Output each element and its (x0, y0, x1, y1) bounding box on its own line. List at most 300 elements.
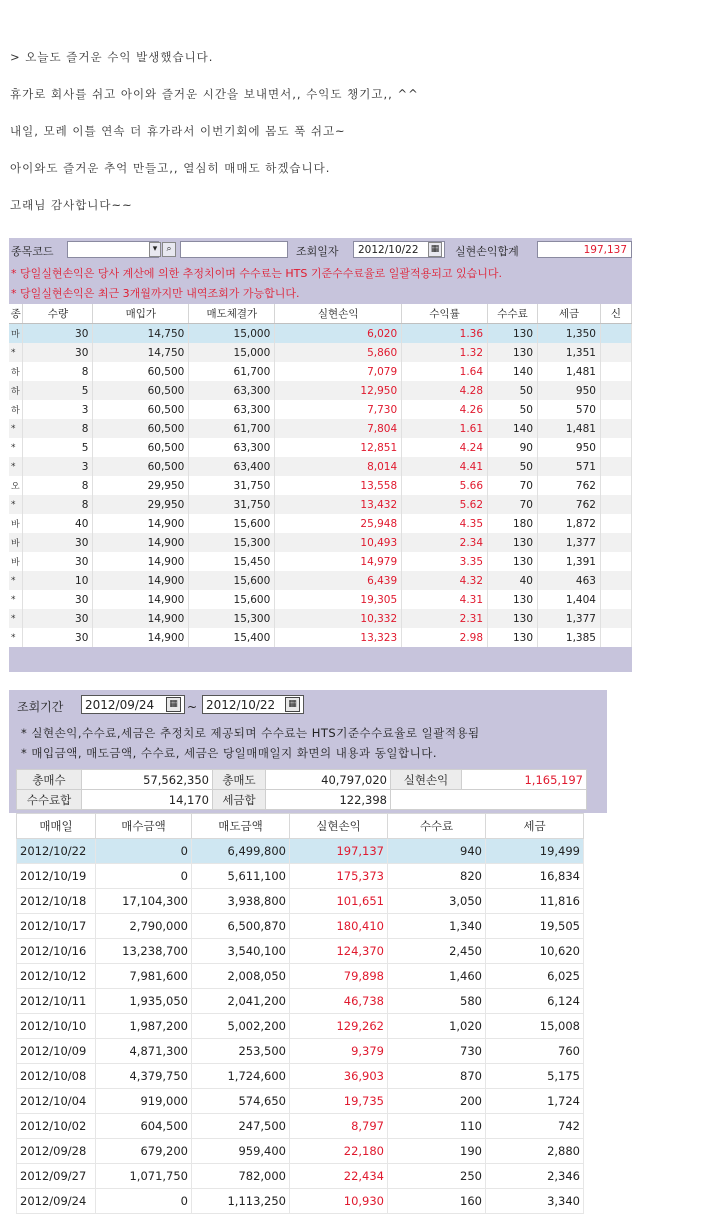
table-cell: 110 (388, 1114, 486, 1139)
table-cell: 46,738 (290, 989, 388, 1014)
table-cell: 2012/10/12 (17, 964, 96, 989)
table-cell: 2.98 (402, 628, 488, 647)
table-cell: 3 (23, 400, 93, 419)
table-cell: 14,900 (93, 571, 189, 590)
table-cell: 8,797 (290, 1114, 388, 1139)
table-cell: 679,200 (96, 1139, 192, 1164)
from-date-input[interactable]: 2012/09/24 (81, 695, 185, 714)
table-cell: 4.31 (402, 590, 488, 609)
post-line: > 오늘도 즐거운 수익 발생했습니다. (10, 50, 214, 64)
table-cell: 2,450 (388, 939, 486, 964)
table-cell: 2012/10/19 (17, 864, 96, 889)
table-cell: 90 (488, 438, 538, 457)
table-row[interactable] (9, 533, 632, 552)
table-cell (600, 590, 631, 609)
summary-table (16, 769, 587, 810)
table-row[interactable] (9, 476, 632, 495)
table-cell: 1,404 (538, 590, 601, 609)
col-header[interactable]: 실현손익 (290, 814, 388, 839)
table-cell: * (9, 609, 23, 628)
daily-realized-pnl-panel (9, 238, 632, 672)
table-cell: 1,987,200 (96, 1014, 192, 1039)
table-cell: 6,499,800 (192, 839, 290, 864)
panel1-notes (11, 264, 502, 304)
total-sell-label: 총매도 (213, 770, 266, 790)
table-cell (600, 571, 631, 590)
post-line: 내일, 모레 이틀 연속 더 휴가라서 이번기회에 몸도 푹 쉬고~ (10, 124, 346, 138)
table-cell: 2012/09/24 (17, 1189, 96, 1214)
search-icon[interactable]: ⌕ (162, 242, 176, 257)
table-row[interactable] (17, 1039, 584, 1064)
table-cell: 197,137 (290, 839, 388, 864)
col-header[interactable]: 수수료 (488, 304, 538, 324)
table-cell: 4.32 (402, 571, 488, 590)
post-line: 아이와도 즐거운 추억 만들고,, 열심히 매매도 하겠습니다. (10, 161, 331, 175)
table-cell: 9,379 (290, 1039, 388, 1064)
note-line: * 당일실현손익은 최근 3개월까지만 내역조회가 가능합니다. (11, 287, 300, 300)
table-row[interactable] (17, 964, 584, 989)
table-cell: 1,071,750 (96, 1164, 192, 1189)
table-cell: 11,816 (486, 889, 584, 914)
table-cell: 2012/10/09 (17, 1039, 96, 1064)
calendar-icon[interactable]: ▦ (166, 697, 181, 712)
table-cell: 4,379,750 (96, 1064, 192, 1089)
fee-sum-value: 14,170 (82, 790, 213, 810)
table-cell: 60,500 (93, 419, 189, 438)
table-row[interactable] (9, 343, 632, 362)
table-cell: 1,391 (538, 552, 601, 571)
grid-header-row (17, 814, 584, 839)
table-row[interactable] (17, 864, 584, 889)
table-cell: 5 (23, 381, 93, 400)
total-buy-value: 57,562,350 (82, 770, 213, 790)
table-cell: 5,175 (486, 1064, 584, 1089)
table-row[interactable] (9, 324, 632, 344)
table-cell: 30 (23, 609, 93, 628)
fee-sum-label: 수수료합 (17, 790, 82, 810)
table-cell: 30 (23, 533, 93, 552)
table-cell: 1,113,250 (192, 1189, 290, 1214)
table-cell: 570 (538, 400, 601, 419)
table-cell: 247,500 (192, 1114, 290, 1139)
table-cell: 571 (538, 457, 601, 476)
table-cell: * (9, 438, 23, 457)
table-cell: 10,332 (275, 609, 402, 628)
table-cell: 15,300 (189, 609, 275, 628)
post-text (10, 48, 419, 233)
table-row[interactable] (9, 419, 632, 438)
table-cell: 160 (388, 1189, 486, 1214)
table-cell: 200 (388, 1089, 486, 1114)
table-cell: 2.31 (402, 609, 488, 628)
table-cell: 36,903 (290, 1064, 388, 1089)
table-cell: 12,851 (275, 438, 402, 457)
table-cell: 1,377 (538, 609, 601, 628)
table-cell: 3,938,800 (192, 889, 290, 914)
table-cell: 8 (23, 362, 93, 381)
table-cell: * (9, 571, 23, 590)
col-header[interactable]: 종 (9, 304, 23, 324)
table-cell: 14,900 (93, 552, 189, 571)
table-cell: 16,834 (486, 864, 584, 889)
table-cell: 3,340 (486, 1189, 584, 1214)
table-cell: 959,400 (192, 1139, 290, 1164)
table-cell: 1,724,600 (192, 1064, 290, 1089)
table-cell: 4.24 (402, 438, 488, 457)
table-row[interactable] (9, 400, 632, 419)
table-cell: 730 (388, 1039, 486, 1064)
post-line: 휴가로 회사를 쉬고 아이와 즐거운 시간을 보내면서,, 수익도 챙기고,, ^^ (10, 87, 419, 101)
table-cell: 0 (96, 864, 192, 889)
table-row[interactable] (9, 438, 632, 457)
table-cell: 2,346 (486, 1164, 584, 1189)
query-date-label: 조회일자 (296, 245, 339, 258)
realized-pnl-grid (9, 304, 632, 647)
table-cell: 30 (23, 343, 93, 362)
table-cell: 5.66 (402, 476, 488, 495)
table-cell: 14,979 (275, 552, 402, 571)
table-row[interactable] (17, 1089, 584, 1114)
table-cell: 15,400 (189, 628, 275, 647)
table-cell (600, 381, 631, 400)
table-cell: 6,439 (275, 571, 402, 590)
table-cell: 13,432 (275, 495, 402, 514)
col-header[interactable]: 신 (600, 304, 631, 324)
table-cell: 10,493 (275, 533, 402, 552)
period-pnl-grid (16, 813, 584, 1214)
table-cell: 760 (486, 1039, 584, 1064)
table-cell: 820 (388, 864, 486, 889)
table-cell: 하 (9, 381, 23, 400)
table-cell: 253,500 (192, 1039, 290, 1064)
table-row[interactable] (9, 628, 632, 647)
table-cell: 63,400 (189, 457, 275, 476)
table-cell (600, 457, 631, 476)
period-pnl-panel (9, 690, 607, 1208)
table-row[interactable] (17, 839, 584, 864)
table-cell: 2012/09/28 (17, 1139, 96, 1164)
table-cell: 7,730 (275, 400, 402, 419)
table-cell: 63,300 (189, 400, 275, 419)
table-row[interactable] (17, 1139, 584, 1164)
table-cell: 22,434 (290, 1164, 388, 1189)
total-buy-label: 총매수 (17, 770, 82, 790)
table-row[interactable] (17, 1164, 584, 1189)
table-cell: 5,611,100 (192, 864, 290, 889)
table-cell: 17,104,300 (96, 889, 192, 914)
table-cell: 바 (9, 533, 23, 552)
table-cell (600, 609, 631, 628)
table-cell: 2012/10/11 (17, 989, 96, 1014)
table-cell (600, 438, 631, 457)
table-cell: 15,000 (189, 343, 275, 362)
table-cell: 70 (488, 495, 538, 514)
table-cell: 60,500 (93, 457, 189, 476)
note-line: * 당일실현손익은 당사 계산에 의한 추정치이며 수수료는 HTS 기준수수료율로 일괄적용되고 있습니다. (11, 267, 502, 280)
table-cell: 2012/10/16 (17, 939, 96, 964)
table-row[interactable] (9, 552, 632, 571)
table-cell: 60,500 (93, 362, 189, 381)
realized-total-label: 실현손익합계 (455, 245, 519, 258)
table-cell: 10,620 (486, 939, 584, 964)
table-cell: 130 (488, 533, 538, 552)
col-header[interactable]: 실현손익 (275, 304, 402, 324)
table-cell: 1,340 (388, 914, 486, 939)
table-cell: 60,500 (93, 381, 189, 400)
table-row[interactable] (9, 590, 632, 609)
table-row[interactable] (17, 939, 584, 964)
table-cell: 12,950 (275, 381, 402, 400)
table-cell (600, 628, 631, 647)
query-date-input[interactable]: 2012/10/22 (353, 241, 445, 258)
col-header[interactable]: 세금 (486, 814, 584, 839)
stock-code-input[interactable] (67, 241, 159, 258)
table-row[interactable] (9, 362, 632, 381)
table-cell: 63,300 (189, 381, 275, 400)
tilde-separator: ~ (187, 700, 198, 714)
table-cell (600, 552, 631, 571)
table-cell: 60,500 (93, 438, 189, 457)
table-cell (600, 343, 631, 362)
table-cell: 40 (488, 571, 538, 590)
table-cell: * (9, 628, 23, 647)
table-cell: * (9, 457, 23, 476)
period-label: 조회기간 (17, 700, 64, 714)
table-cell: 19,735 (290, 1089, 388, 1114)
col-header[interactable]: 매수금액 (96, 814, 192, 839)
dropdown-icon[interactable]: ▾ (149, 242, 161, 257)
col-header[interactable]: 세금 (538, 304, 601, 324)
table-cell: 마 (9, 324, 23, 344)
stock-code-label: 종목코드 (11, 245, 54, 258)
table-cell: 782,000 (192, 1164, 290, 1189)
table-cell: 하 (9, 362, 23, 381)
table-cell: 1.32 (402, 343, 488, 362)
period-query-bar (9, 690, 607, 813)
table-cell: 14,750 (93, 324, 189, 344)
table-cell: 25,948 (275, 514, 402, 533)
table-cell: 10,930 (290, 1189, 388, 1214)
table-cell: 130 (488, 590, 538, 609)
table-cell: 2012/09/27 (17, 1164, 96, 1189)
table-cell: 하 (9, 400, 23, 419)
table-cell: 30 (23, 552, 93, 571)
col-header[interactable]: 매매일 (17, 814, 96, 839)
calendar-icon[interactable]: ▦ (428, 242, 442, 257)
table-row[interactable] (9, 457, 632, 476)
table-cell: 2012/10/02 (17, 1114, 96, 1139)
table-cell: 15,600 (189, 571, 275, 590)
table-cell: 19,305 (275, 590, 402, 609)
table-cell: 50 (488, 381, 538, 400)
table-cell: * (9, 343, 23, 362)
calendar-icon[interactable]: ▦ (285, 697, 300, 712)
table-cell: 31,750 (189, 495, 275, 514)
table-cell: 8 (23, 476, 93, 495)
table-cell: 1,872 (538, 514, 601, 533)
table-cell: 140 (488, 419, 538, 438)
table-cell: * (9, 419, 23, 438)
table-cell: 1,350 (538, 324, 601, 344)
table-cell: 919,000 (96, 1089, 192, 1114)
table-cell: 4.35 (402, 514, 488, 533)
table-cell: 6,500,870 (192, 914, 290, 939)
table-cell: 2.34 (402, 533, 488, 552)
col-header[interactable]: 수량 (23, 304, 93, 324)
table-cell: 15,600 (189, 590, 275, 609)
table-cell: 1.36 (402, 324, 488, 344)
table-cell: 7,981,600 (96, 964, 192, 989)
grid-header-row (9, 304, 632, 324)
total-sell-value: 40,797,020 (266, 770, 391, 790)
table-cell: 1,385 (538, 628, 601, 647)
table-cell: 130 (488, 343, 538, 362)
table-cell: 14,900 (93, 590, 189, 609)
table-cell: 762 (538, 476, 601, 495)
table-cell: 4,871,300 (96, 1039, 192, 1064)
table-row[interactable] (17, 914, 584, 939)
table-cell: 950 (538, 438, 601, 457)
table-cell: 61,700 (189, 362, 275, 381)
realized-total-value: 197,137 (537, 241, 632, 258)
table-cell: 124,370 (290, 939, 388, 964)
table-cell: 5 (23, 438, 93, 457)
table-cell: 40 (23, 514, 93, 533)
table-cell: 19,505 (486, 914, 584, 939)
table-cell (600, 533, 631, 552)
table-cell: 8,014 (275, 457, 402, 476)
col-header[interactable]: 매도금액 (192, 814, 290, 839)
table-cell: 70 (488, 476, 538, 495)
table-cell: 1,481 (538, 419, 601, 438)
table-cell: 6,124 (486, 989, 584, 1014)
table-cell (600, 476, 631, 495)
realized-pnl-value: 1,165,197 (462, 770, 587, 790)
table-cell: 5,860 (275, 343, 402, 362)
table-cell: 15,000 (189, 324, 275, 344)
col-header[interactable]: 수익률 (402, 304, 488, 324)
table-cell: * (9, 495, 23, 514)
table-cell: 7,804 (275, 419, 402, 438)
table-cell: 950 (538, 381, 601, 400)
table-cell: 870 (388, 1064, 486, 1089)
table-cell: 22,180 (290, 1139, 388, 1164)
table-cell (600, 419, 631, 438)
table-cell: * (9, 590, 23, 609)
table-row[interactable] (9, 571, 632, 590)
table-cell: 130 (488, 628, 538, 647)
table-cell: 2,790,000 (96, 914, 192, 939)
table-cell: 4.41 (402, 457, 488, 476)
table-cell: 580 (388, 989, 486, 1014)
table-cell: 19,499 (486, 839, 584, 864)
table-cell: 15,450 (189, 552, 275, 571)
tax-sum-value: 122,398 (266, 790, 391, 810)
table-cell: 3,050 (388, 889, 486, 914)
tax-sum-label: 세금합 (213, 790, 266, 810)
table-cell (600, 495, 631, 514)
table-cell: 130 (488, 324, 538, 344)
table-cell: 50 (488, 400, 538, 419)
table-cell: 50 (488, 457, 538, 476)
summary-empty-cell (391, 790, 587, 810)
table-cell: 오 (9, 476, 23, 495)
col-header[interactable]: 매입가 (93, 304, 189, 324)
table-cell: 14,900 (93, 628, 189, 647)
table-cell: 30 (23, 324, 93, 344)
table-cell: 79,898 (290, 964, 388, 989)
panel1-toolbar (9, 238, 632, 262)
table-row[interactable] (9, 495, 632, 514)
table-row[interactable] (9, 609, 632, 628)
table-cell: 140 (488, 362, 538, 381)
table-cell: 4.28 (402, 381, 488, 400)
table-row[interactable] (17, 989, 584, 1014)
table-row[interactable] (17, 1114, 584, 1139)
table-cell (600, 400, 631, 419)
table-cell: 14,750 (93, 343, 189, 362)
table-cell: 0 (96, 839, 192, 864)
table-cell: 15,300 (189, 533, 275, 552)
table-cell: 31,750 (189, 476, 275, 495)
table-cell: 130 (488, 552, 538, 571)
stock-name-field[interactable] (180, 241, 288, 258)
table-cell: 15,008 (486, 1014, 584, 1039)
col-header[interactable]: 매도체결가 (189, 304, 275, 324)
table-cell: 0 (96, 1189, 192, 1214)
col-header[interactable]: 수수료 (388, 814, 486, 839)
table-cell: 60,500 (93, 400, 189, 419)
table-cell: 2012/10/08 (17, 1064, 96, 1089)
table-row[interactable] (17, 1189, 584, 1214)
table-cell: 1,351 (538, 343, 601, 362)
table-cell: 10 (23, 571, 93, 590)
table-cell: 5.62 (402, 495, 488, 514)
table-cell (600, 324, 631, 344)
table-cell: 175,373 (290, 864, 388, 889)
table-cell: 1.61 (402, 419, 488, 438)
table-cell: 6,020 (275, 324, 402, 344)
table-row[interactable] (17, 1014, 584, 1039)
table-cell: 2012/10/18 (17, 889, 96, 914)
table-cell: 463 (538, 571, 601, 590)
table-cell: 8 (23, 419, 93, 438)
table-row[interactable] (9, 381, 632, 400)
table-cell (600, 514, 631, 533)
table-cell: 29,950 (93, 495, 189, 514)
table-row[interactable] (17, 889, 584, 914)
table-cell: 762 (538, 495, 601, 514)
table-cell: 1,377 (538, 533, 601, 552)
table-cell: 180 (488, 514, 538, 533)
note-line: * 실현손익,수수료,세금은 추정치로 제공되며 수수료는 HTS기준수수료율로 일괄적용됨 (21, 726, 480, 740)
table-cell: 7,079 (275, 362, 402, 381)
table-cell: 3 (23, 457, 93, 476)
table-cell: 14,900 (93, 609, 189, 628)
table-cell: 130 (488, 609, 538, 628)
table-cell: 15,600 (189, 514, 275, 533)
table-cell: 604,500 (96, 1114, 192, 1139)
table-cell: 3,540,100 (192, 939, 290, 964)
table-cell: 바 (9, 552, 23, 571)
table-row[interactable] (17, 1064, 584, 1089)
table-cell: 13,323 (275, 628, 402, 647)
to-date-input[interactable]: 2012/10/22 (202, 695, 304, 714)
table-cell: 5,002,200 (192, 1014, 290, 1039)
table-row[interactable] (9, 514, 632, 533)
table-cell: 190 (388, 1139, 486, 1164)
table-cell: 30 (23, 628, 93, 647)
